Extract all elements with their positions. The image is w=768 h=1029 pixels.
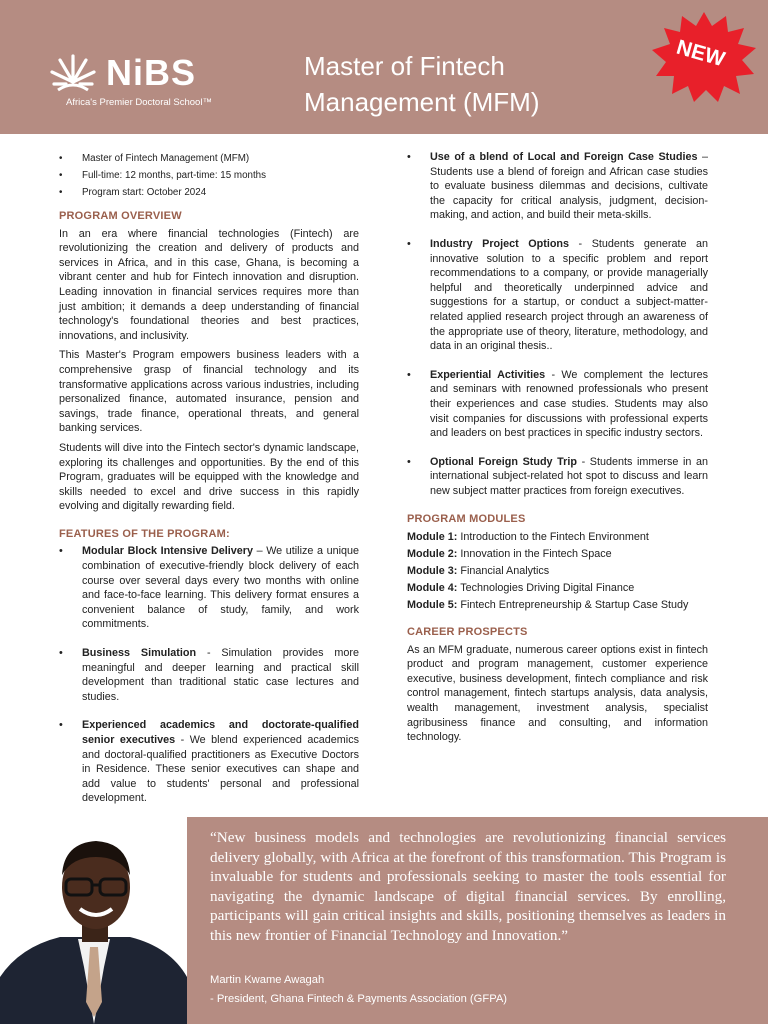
right-column [407,150,708,745]
modules-list [407,530,708,613]
features-list [59,544,359,806]
feature-separator: - [196,647,222,660]
badge-label: NEW [673,35,728,72]
section-heading-career: CAREER PROSPECTS [407,626,528,639]
feature-title: Optional Foreign Study Trip [430,455,577,468]
feature-separator: - [175,734,190,746]
feature-text: Students use a blend of foreign and African case studies to evaluate business dilemmas and decisions, cultivate the capacity for critical analysis, judgment, decision-making, and action, and build their meta-skills. [430,165,708,222]
logo-wordmark: NiBS [106,52,197,93]
feature-title: Use of a blend of Local and Foreign Case Studies [430,151,698,163]
module-label: Module 1: [407,531,458,544]
module-item [407,581,708,596]
speaker-photo [0,817,187,1024]
list-item: • Program start: October 2024 [59,184,359,201]
feature-text: We utilize a unique combination of executive-friendly block delivery of each course over several days every two months with online and face-to-face learning. This delivery format ensures a convenient balance of study, family, and work commitments. [82,545,359,631]
feature-title: Experienced academics and doctorate-qualified senior executives [82,719,359,746]
feature-separator: - [576,455,590,468]
module-item [407,598,708,613]
feature-text: Students immerse in an international subject-related hot spot to discuss and learn new subject matter practices from foreign executives. [430,455,708,497]
section-heading-modules: PROGRAM MODULES [407,513,526,526]
feature-title: Modular Block Intensive Delivery [82,545,253,558]
module-name: Innovation in the Fintech Space [460,548,612,561]
module-name: Fintech Entrepreneurship & Startup Case Study [460,599,689,612]
feature-title: Experiential Activities [430,368,546,381]
feature-separator: – [697,151,708,163]
header-banner [0,0,768,134]
feature-title: Industry Project Options [430,237,570,250]
nibs-logo [48,52,248,112]
feature-text: Simulation provides more meaningful and deeper learning and practical skill development than traditional static case lectures and studies. [82,647,359,703]
feature-item [59,544,359,632]
feature-item [407,237,708,354]
module-item [407,564,708,579]
feature-text: Students generate an innovative solution to a specific problem and report recommendations to a company, or provide managerially helpful and theoretically underpinned advice and suggestions for a startup, or conduct a subject-matter-related applied research project through an awareness of the appropriate use of theory, literature, methodology, and data in an original thesis.. [430,237,708,353]
testimonial-quote: “New business models and technologies are revolutionizing financial services delivery globally, with Africa at the forefront of this transformation. This Program is invaluable for students and professionals seeking to master the tools essential for navigating the dynamic landscape of digital financial services. By enrolling, participants will gain critical insights and skills, positioning themselves as leaders in this new frontier of Financial Technology and Innovation.” [210,829,726,944]
module-label: Module 4: [407,582,458,595]
module-label: Module 2: [407,548,458,561]
overview-paragraph: Students will dive into the Fintech sector's dynamic landscape, exploring its challenges and opportunities. By the end of this Program, graduates will be equipped with the knowledge and skills needed to excel and drive success in this rapidly evolving and digitally rewarding field. [59,441,359,513]
new-badge [648,10,760,104]
module-label: Module 5: [407,599,458,612]
module-item [407,530,708,545]
module-name: Technologies Driving Digital Finance [460,582,635,595]
feature-item [59,646,359,704]
module-item [407,547,708,562]
module-name: Introduction to the Fintech Environment [460,531,649,544]
feature-item [59,718,359,806]
feature-item [407,150,708,223]
module-name: Financial Analytics [460,565,550,578]
page-title: Master of Fintech Management (MFM) [304,51,540,117]
feature-separator: - [545,368,562,381]
sunburst-icon [48,52,98,96]
quote-author-role: - President, Ghana Fintech & Payments Association (GFPA) [210,993,508,1005]
list-item: • Full-time: 12 months, part-time: 15 months [59,167,359,184]
feature-separator: - [569,237,592,250]
left-column [59,150,359,820]
features-list-continued [407,150,708,498]
overview-paragraph: This Master's Program empowers business leaders with a comprehensive grasp of financial technology and its transformative applications across various industries, including personalized finance, automated insurance, pension and savings, trade finance, operational threats, and general banking services. [59,349,359,435]
portrait-image [0,817,187,1024]
module-label: Module 3: [407,565,458,578]
section-heading-features: FEATURES OF THE PROGRAM: [59,527,230,540]
feature-text: We blend experienced academics and doctoral-qualified practitioners as Executive Doctors in Residence. These senior executives can shape and add value to students' personal and professional development. [82,734,359,805]
quote-author: Martin Kwame Awagah [210,974,325,986]
overview-paragraph: In an era where financial technologies (Fintech) are revolutionizing the creation and delivery of products and services in Africa, and in this case, Ghana, is becoming a vibrant center and hub for Fintech innovation and disruption. Leading innovation in financial services requires more than just ambition; it demands a deep understanding of financial technology's foundational theories and best practices, innovations, and inclusivity. [59,227,359,342]
feature-title: Business Simulation [82,647,197,660]
career-paragraph: As an MFM graduate, numerous career options exist in fintech product and program management, customer experience executive, business development, fintech compliance and risk control management, fintech startups analysis, data analysis, wealth management, investment analysis, specialist agribusiness finance and consulting, and information technology. [407,643,708,744]
feature-separator: – [252,545,267,558]
list-item: • Master of Fintech Management (MFM) [59,150,359,167]
quote-panel [187,817,768,1024]
feature-text: We complement the lectures and seminars with renowned professionals who present their experiences and case studies. Students may also visit companies for discussions with professional experts and leaders on best practices in specific industry sectors. [430,368,708,440]
section-heading-overview: PROGRAM OVERVIEW [59,210,182,222]
logo-tagline: Africa's Premier Doctoral School™ [66,97,212,108]
feature-item [407,455,708,499]
program-summary-list [59,150,359,201]
feature-item [407,368,708,441]
